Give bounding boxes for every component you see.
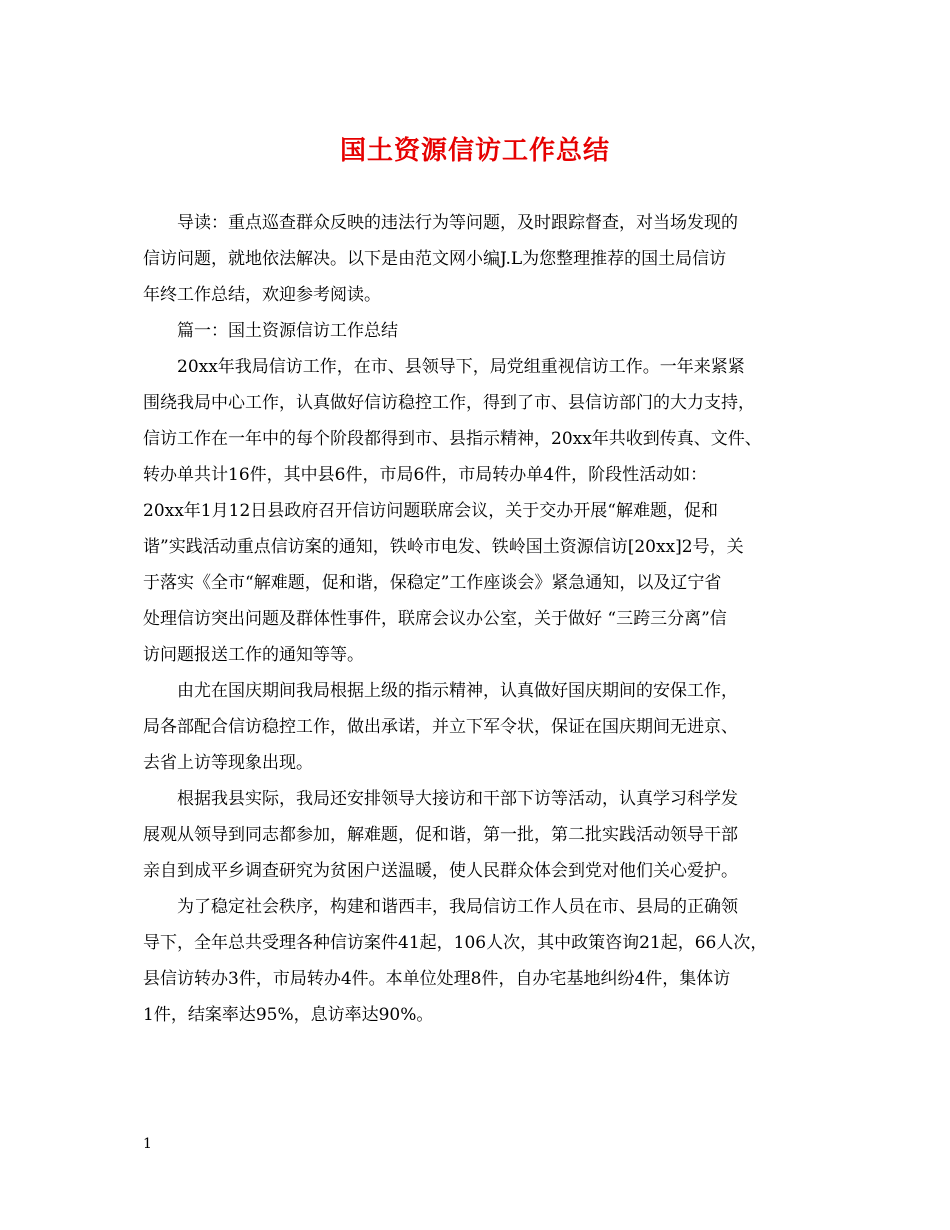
document-body [143, 205, 813, 1033]
document-title: 国土资源信访工作总结 [339, 136, 610, 166]
text-line: 导下，全年总共受理各种信访案件41起，106人次，其中政策咨询21起，66人次， [143, 933, 768, 953]
text-line: 县信访转办3件，市局转办4件。本单位处理8件，自办宅基地纠纷4件，集体访 [143, 969, 731, 989]
text-line: 20xx年我局信访工作，在市、县领导下，局党组重视信访工作。一年来紧紧 [177, 357, 745, 377]
text-line: 年终工作总结，欢迎参考阅读。 [143, 285, 381, 305]
text-line: 谐”实践活动重点信访案的通知，铁岭市电发、铁岭国土资源信访[20xx]2号，关 [143, 537, 744, 557]
text-line: 根据我县实际，我局还安排领导大接访和干部下访等活动，认真学习科学发 [177, 789, 738, 809]
text-line: 导读：重点巡查群众反映的违法行为等问题，及时跟踪督查，对当场发现的 [177, 213, 738, 233]
page-number: 1 [143, 1136, 152, 1152]
text-line: 信访工作在一年中的每个阶段都得到市、县指示精神，20xx年共收到传真、文件、 [143, 429, 762, 449]
text-line: 围绕我局中心工作，认真做好信访稳控工作，得到了市、县信访部门的大力支持， [143, 393, 755, 413]
text-line: 20xx年1月12日县政府召开信访问题联席会议，关于交办开展“解难题，促和 [143, 501, 718, 521]
text-line: 由尤在国庆期间我局根据上级的指示精神，认真做好国庆期间的安保工作， [177, 681, 738, 701]
text-line: 局各部配合信访稳控工作，做出承诺，并立下军令状，保证在国庆期间无进京、 [143, 717, 738, 737]
text-line: 为了稳定社会秩序，构建和谐西丰，我局信访工作人员在市、县局的正确领 [177, 897, 738, 917]
text-line: 亲自到成平乡调查研究为贫困户送温暖，使人民群众体会到党对他们关心爱护。 [143, 861, 738, 881]
text-line: 去省上访等现象出现。 [143, 753, 313, 773]
text-line: 展观从领导到同志都参加，解难题，促和谐，第一批，第二批实践活动领导干部 [143, 825, 738, 845]
text-line: 篇一：国土资源信访工作总结 [177, 321, 398, 341]
text-line: 于落实《全市“解难题，促和谐，保稳定”工作座谈会》紧急通知，以及辽宁省 [143, 573, 722, 593]
text-line: 访问题报送工作的通知等等。 [143, 645, 364, 665]
text-line: 处理信访突出问题及群体性事件，联席会议办公室，关于做好 “三跨三分离”信 [143, 609, 727, 629]
text-line: 1件，结案率达95%，息访率达90%。 [143, 1005, 434, 1025]
text-line: 转办单共计16件，其中县6件，市局6件，市局转办单4件，阶段性活动如： [143, 465, 708, 485]
text-line: 信访问题，就地依法解决。以下是由范文网小编J.L为您整理推荐的国土局信访 [143, 249, 727, 269]
